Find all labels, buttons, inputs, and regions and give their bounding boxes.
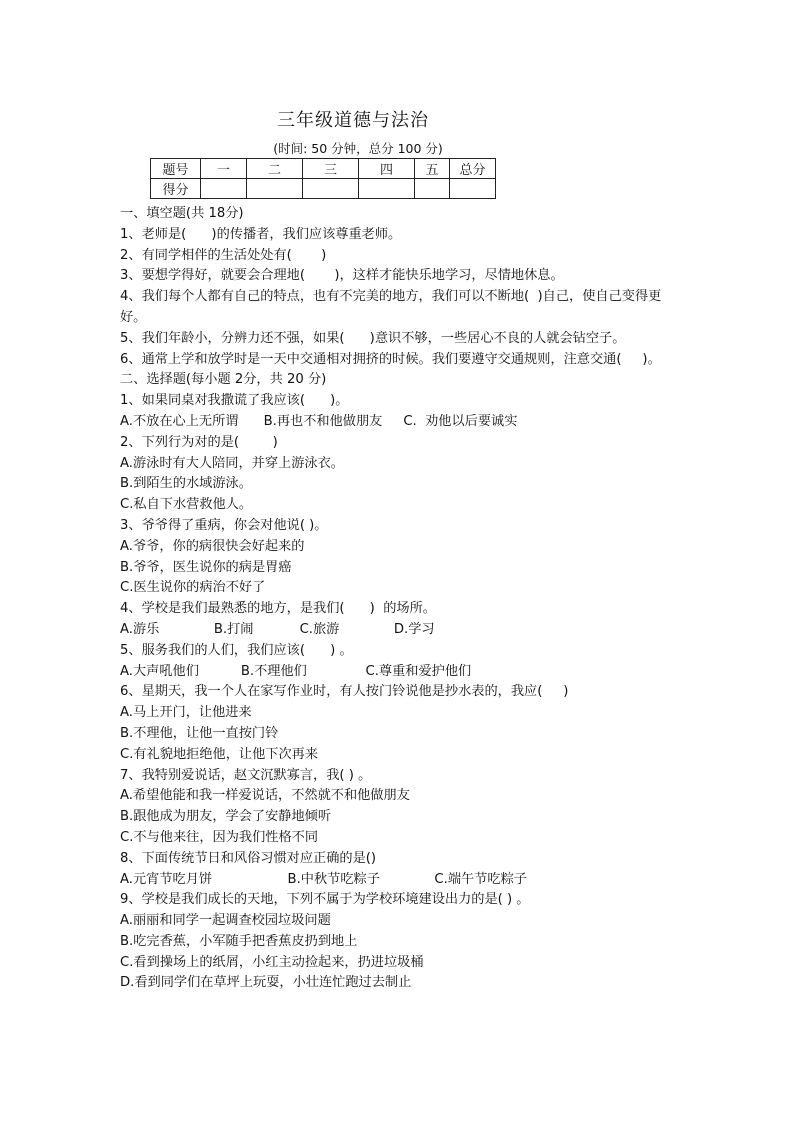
score-cell[interactable]	[415, 179, 450, 199]
score-table	[150, 158, 496, 199]
choice-option: A.丽丽和同学一起调查校园垃圾问题	[120, 913, 331, 929]
score-header-cell: 总分	[450, 159, 496, 179]
choice-question: 3、爷爷得了重病，你会对他说( )。	[120, 517, 328, 533]
choice-options: A.元宵节吃月饼 B.中秋节吃粽子 C.端午节吃粽子	[120, 871, 527, 887]
choice-question: 4、学校是我们最熟悉的地方，是我们( ) 的场所。	[120, 601, 436, 617]
choice-option: B.跟他成为朋友，学会了安静地倾听	[120, 809, 332, 825]
choice-option: C.私自下水营救他人。	[120, 497, 253, 513]
choice-question: 1、如果同桌对我撒谎了我应该( )。	[120, 393, 349, 409]
fill-blank-question: 5、我们年龄小，分辨力还不强，如果( )意识不够，一些居心不良的人就会钻空子。	[120, 330, 626, 346]
score-row-label: 得分	[151, 179, 201, 199]
choice-options: A.不放在心上无所谓 B.再也不和他做朋友 C. 劝他以后要诚实	[120, 413, 518, 429]
choice-option: B.到陌生的水域游泳。	[120, 476, 252, 492]
section-heading: 二、选择题(每小题 2分，共 20 分)	[120, 372, 327, 388]
choice-question: 2、下列行为对的是( )	[120, 434, 278, 450]
exam-content	[120, 204, 680, 994]
fill-blank-question: 3、要想学得好，就要会合理地( )，这样才能快乐地学习，尽情地休息。	[120, 268, 564, 284]
score-header-cell: 五	[415, 159, 450, 179]
score-cell[interactable]	[303, 179, 359, 199]
choice-question: 6、星期天，我一个人在家写作业时，有人按门铃说他是抄水表的，我应( )	[120, 684, 569, 700]
score-header-cell: 三	[303, 159, 359, 179]
choice-option: A.马上开门，让他进来	[120, 705, 252, 721]
choice-option: B.不理他，让他一直按门铃	[120, 725, 279, 741]
score-table-header-row	[151, 159, 496, 179]
choice-question: 5、服务我们的人们，我们应该( ) 。	[120, 642, 353, 658]
score-cell[interactable]	[450, 179, 496, 199]
choice-option: A.希望他能和我一样爱说话，不然就不和他做朋友	[120, 788, 410, 804]
score-header-cell: 二	[247, 159, 303, 179]
exam-subtitle: (时间: 50 分钟，总分 100 分)	[273, 141, 443, 156]
choice-options: A.大声吼他们 B.不理他们 C.尊重和爱护他们	[120, 663, 472, 679]
fill-blank-question: 2、有同学相伴的生活处处有( )	[120, 247, 327, 263]
fill-blank-question: 6、通常上学和放学时是一天中交通相对拥挤的时候。我们要遵守交通规则，注意交通( )。	[120, 351, 661, 367]
choice-question: 8、下面传统节日和风俗习惯对应正确的是()	[120, 850, 377, 866]
choice-option: C.不与他来往，因为我们性格不同	[120, 829, 319, 845]
choice-option: C.有礼貌地拒绝他，让他下次再来	[120, 746, 319, 762]
choice-question: 9、学校是我们成长的天地，下列不属于为学校环境建设出力的是( ) 。	[120, 892, 530, 908]
score-cell[interactable]	[247, 179, 303, 199]
choice-option: D.看到同学们在草坪上玩耍，小壮连忙跑过去制止	[120, 975, 412, 991]
score-header-cell: 题号	[151, 159, 201, 179]
choice-question: 7、我特别爱说话，赵文沉默寡言，我( ) 。	[120, 767, 372, 783]
fill-blank-question: 4、我们每个人都有自己的特点，也有不完美的地方，我们可以不断地( )自己，使自己变得更好。	[120, 289, 662, 325]
score-table-score-row	[151, 179, 496, 199]
section-heading: 一、填空题(共 18分)	[120, 206, 244, 221]
choice-option: C.医生说你的病治不好了	[120, 580, 266, 596]
fill-blank-question: 1、老师是( )的传播者，我们应该尊重老师。	[120, 226, 402, 242]
choice-option: C.看到操场上的纸屑，小红主动捡起来，扔进垃圾桶	[120, 954, 424, 970]
score-cell[interactable]	[201, 179, 247, 199]
score-header-cell: 一	[201, 159, 247, 179]
exam-title: 三年级道德与法治	[277, 110, 429, 131]
choice-option: A.游泳时有大人陪同，并穿上游泳衣。	[120, 455, 344, 471]
score-header-cell: 四	[359, 159, 415, 179]
score-cell[interactable]	[359, 179, 415, 199]
choice-option: A.爷爷，你的病很快会好起来的	[120, 538, 305, 554]
choice-option: B.爷爷，医生说你的病是胃癌	[120, 559, 292, 575]
choice-option: B.吃完香蕉，小军随手把香蕉皮扔到地上	[120, 933, 358, 949]
choice-options: A.游乐 B.打闹 C.旅游 D.学习	[120, 621, 435, 637]
